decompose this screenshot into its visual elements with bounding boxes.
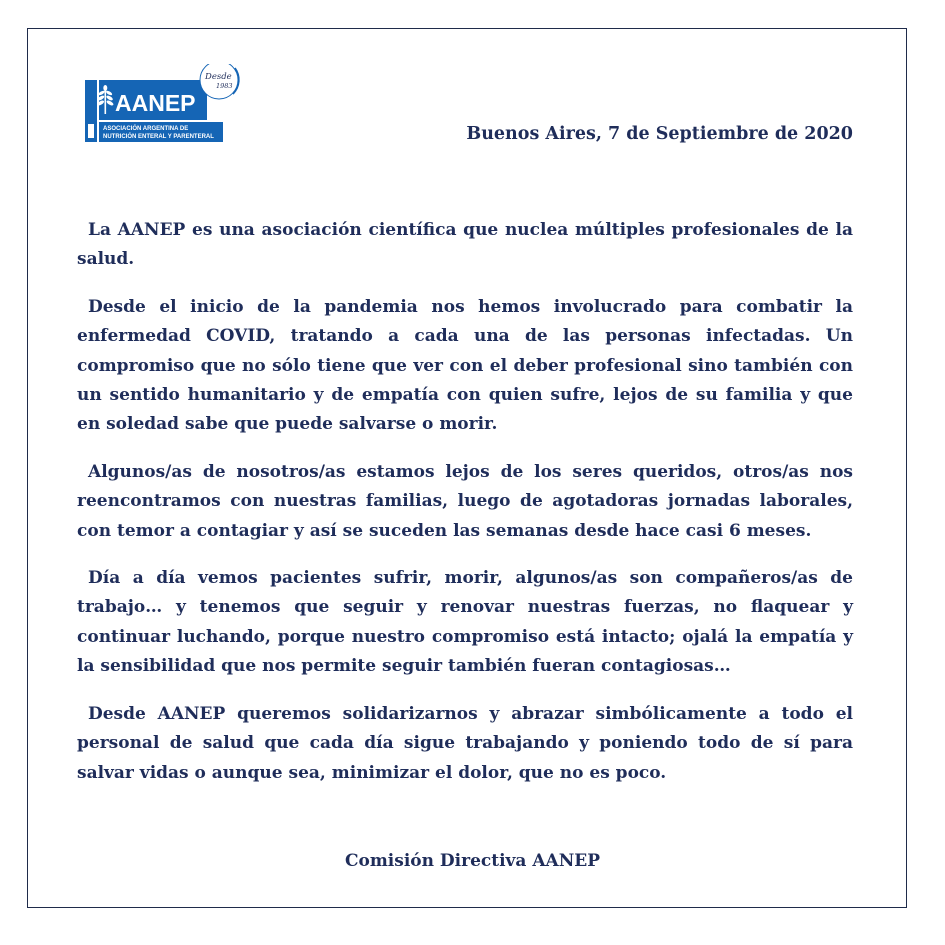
logo-subtitle-line1: ASOCIACIÓN ARGENTINA DE <box>103 126 189 132</box>
letter-paragraph: Desde el inicio de la pandemia nos hemos involucrado para combatir la enfermedad COVID, tratando a cada una de las personas infectadas. Un compromiso que no sólo tiene que ver con el deber profesional sino también con un sentido humanitario y de empatía con quien sufre, lejos de su familia y que en soledad sabe que puede salvarse o morir. <box>77 296 853 435</box>
letter-paragraph: Día a día vemos pacientes sufrir, morir, algunos/as son compañeros/as de trabajo… y tenemos que seguir y renovar nuestras fuerzas, no flaquear y continuar luchando, porque nuestro compromiso está intacto; ojalá la empatía y la sensibilidad que nos permite seguir también fueran contagiosas… <box>77 568 853 677</box>
letter-date: Buenos Aires, 7 de Septiembre de 2020 <box>466 124 853 144</box>
letter-signature: Comisión Directiva AANEP <box>344 851 601 871</box>
letter-paragraph: Desde AANEP queremos solidarizarnos y abrazar simbólicamente a todo el personal de salud que cada día sigue trabajando y poniendo todo de sí para salvar vidas o aunque sea, minimizar el dolor, que no es poco. <box>77 703 853 783</box>
letter-body <box>77 216 853 806</box>
logo-subtitle-line2: NUTRICIÓN ENTERAL Y PARENTERAL <box>103 134 214 140</box>
letter-paragraph: Algunos/as de nosotros/as estamos lejos de los seres queridos, otros/as nos reencontramos con nuestras familias, luego de agotadoras jornadas laborales, con temor a contagiar y así se suceden las semanas desde hace casi 6 meses. <box>77 461 853 541</box>
logo-desde: Desde <box>205 72 232 82</box>
logo-wordmark: AANEP <box>115 90 196 116</box>
letter-paragraph: La AANEP es una asociación científica que nuclea múltiples profesionales de la salud. <box>77 220 853 270</box>
logo-year: 1983 <box>216 82 233 90</box>
aanep-logo <box>85 64 245 144</box>
